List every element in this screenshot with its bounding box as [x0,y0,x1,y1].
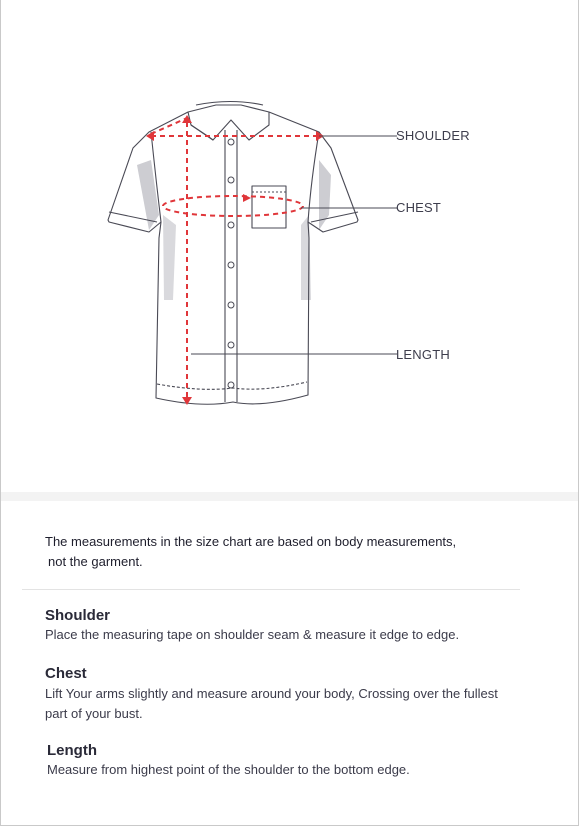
length-top-arrow-icon [182,115,192,123]
length-section-title: Length [47,742,97,759]
left-sleeve-shading [137,160,159,230]
shoulder-section-text: Place the measuring tape on shoulder seam & measure it edge to edge. [45,627,460,642]
collar-left-point [191,125,213,140]
length-section-text: Measure from highest point of the shoulder to the bottom edge. [47,762,410,777]
length-label: LENGTH [396,347,450,362]
chest-section-text-line-2: part of your bust. [45,706,143,721]
chest-label: CHEST [396,200,442,215]
measurement-note [45,532,485,572]
right-body-shading [301,215,311,300]
button-icon [228,342,234,348]
button-icon [228,302,234,308]
button-icon [228,139,234,145]
chest-guide-loop [163,196,303,216]
shoulder-section-title: Shoulder [45,607,111,624]
button-icon [228,262,234,268]
divider [22,589,520,590]
shoulder-left-arrow-icon [146,131,154,141]
left-body-shading [163,215,176,300]
chest-section-text-line-1: Lift Your arms slightly and measure around your body, Crossing over the fullest [45,686,498,701]
chest-arrow-icon [243,194,251,202]
note-line-2: not the garment. [48,554,143,569]
shirt-body-outline [108,105,358,404]
section-separator-band [1,492,578,501]
shirt-measurement-diagram [1,0,578,492]
shirt-illustration [1,0,578,492]
button-icon [228,177,234,183]
note-line-1: The measurements in the size chart are based on body measurements, [45,534,457,549]
shoulder-label: SHOULDER [396,128,470,143]
chest-section-title: Chest [45,665,87,682]
right-sleeve-hem [311,212,358,222]
button-icon [228,382,234,388]
button-icon [228,222,234,228]
shoulder-slope-guide [151,118,187,134]
